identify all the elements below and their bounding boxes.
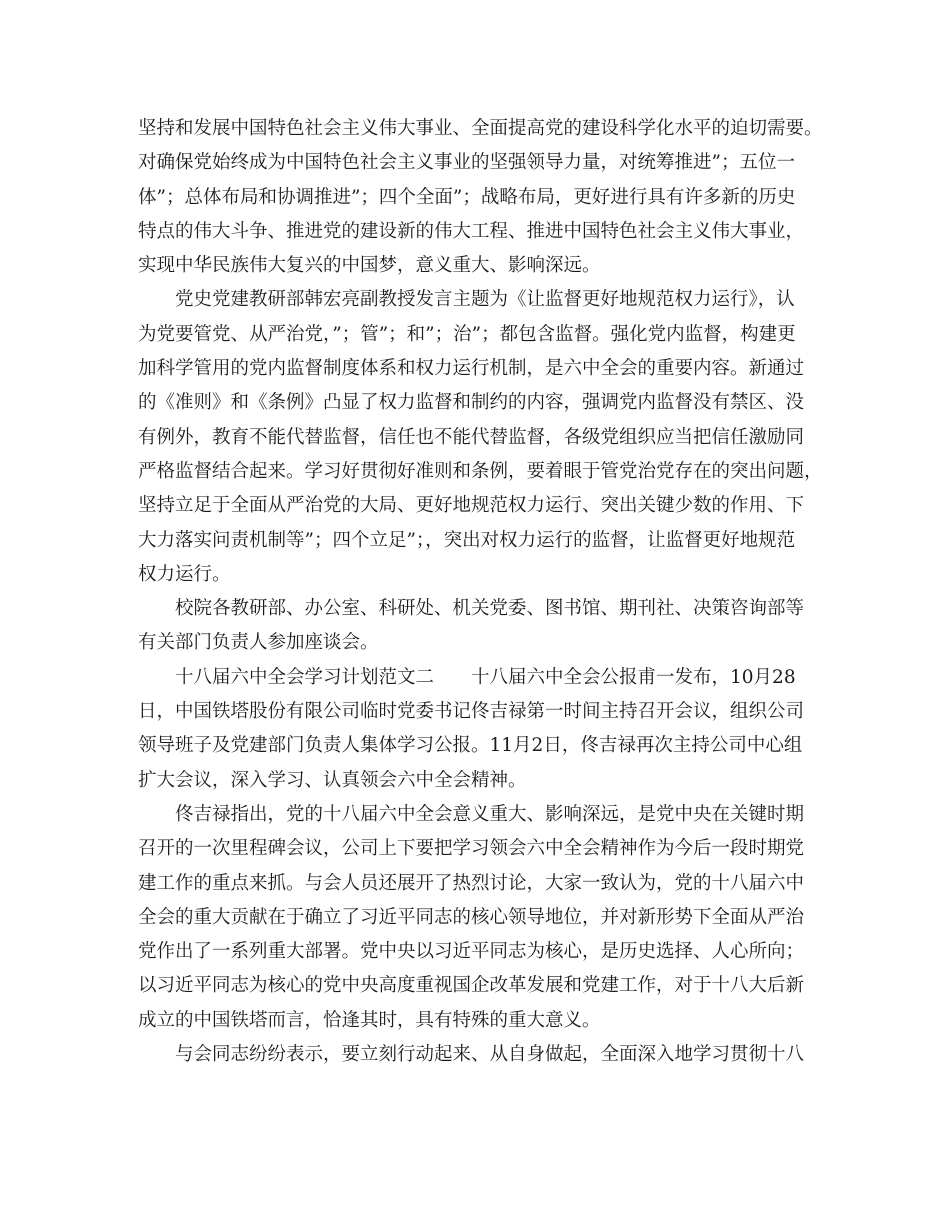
text-line: 领导班子及党建部门负责人集体学习公报。11月2日，佟吉禄再次主持公司中心组 xyxy=(138,735,803,757)
text-line: 实现中华民族伟大复兴的中国梦，意义重大、影响深远。 xyxy=(138,255,601,277)
text-line: 建工作的重点来抓。与会人员还展开了热烈讨论，大家一致认为，党的十八届六中 xyxy=(138,872,805,894)
text-line: 坚持立足于全面从严治党的大局、更好地规范权力运行、突出关键少数的作用、下 xyxy=(138,495,805,517)
text-line: 十八届六中全会学习计划范文二 十八届六中全会公报甫一发布，10月28 xyxy=(138,666,796,688)
text-line: 大力落实问责机制等”；四个立足”；，突出对权力运行的监督，让监督更好地规范 xyxy=(138,529,796,551)
text-line: 日，中国铁塔股份有限公司临时党委书记佟吉禄第一时间主持召开会议，组织公司 xyxy=(138,701,805,723)
text-line: 有例外，教育不能代替监督，信任也不能代替监督，各级党组织应当把信任激励同 xyxy=(138,426,805,448)
text-line: 召开的一次里程碑会议，公司上下要把学习领会六中全会精神作为今后一段时期党 xyxy=(138,838,805,860)
text-line: 特点的伟大斗争、推进党的建设新的伟大工程、推进中国特色社会主义伟大事业， xyxy=(138,220,805,242)
text-line: 扩大会议，深入学习、认真领会六中全会精神。 xyxy=(138,769,527,791)
text-line: 加科学管用的党内监督制度体系和权力运行机制，是六中全会的重要内容。新通过 xyxy=(138,358,805,380)
document-body xyxy=(138,112,838,1072)
text-line: 坚持和发展中国特色社会主义伟大事业、全面提高党的建设科学化水平的迫切需要。 xyxy=(138,118,823,139)
text-line: 党史党建教研部韩宏亮副教授发言主题为《让监督更好地规范权力运行》，认 xyxy=(138,289,795,311)
text-line: 对确保党始终成为中国特色社会主义事业的坚强领导力量，对统筹推进”；五位一 xyxy=(138,152,795,174)
text-line: 佟吉禄指出，党的十八届六中全会意义重大、影响深远，是党中央在关键时期 xyxy=(138,803,805,825)
text-line: 以习近平同志为核心的党中央高度重视国企改革发展和党建工作，对于十八大后新 xyxy=(138,975,805,997)
text-line: 严格监督结合起来。学习好贯彻好准则和条例，要着眼于管党治党存在的突出问题， xyxy=(138,460,823,482)
text-line: 权力运行。 xyxy=(138,563,231,585)
text-line: 党作出了一系列重大部署。党中央以习近平同志为核心，是历史选择、人心所向； xyxy=(138,941,805,963)
text-line: 为党要管党、从严治党，”；管”；和”；治”；都包含监督。强化党内监督，构建更 xyxy=(138,323,796,345)
text-line: 成立的中国铁塔而言，恰逢其时，具有特殊的重大意义。 xyxy=(138,1009,601,1031)
text-line: 与会同志纷纷表示，要立刻行动起来、从自身做起，全面深入地学习贯彻十八 xyxy=(138,1044,805,1066)
text-line: 校院各教研部、办公室、科研处、机关党委、图书馆、期刊社、决策咨询部等 xyxy=(138,598,805,620)
text-line: 体”；总体布局和协调推进”；四个全面”；战略布局，更好进行具有许多新的历史 xyxy=(138,186,796,208)
text-line: 的《准则》和《条例》凸显了权力监督和制约的内容，强调党内监督没有禁区、没 xyxy=(138,392,805,414)
text-line: 全会的重大贡献在于确立了习近平同志的核心领导地位，并对新形势下全面从严治 xyxy=(138,906,805,928)
text-line: 有关部门负责人参加座谈会。 xyxy=(138,632,379,654)
